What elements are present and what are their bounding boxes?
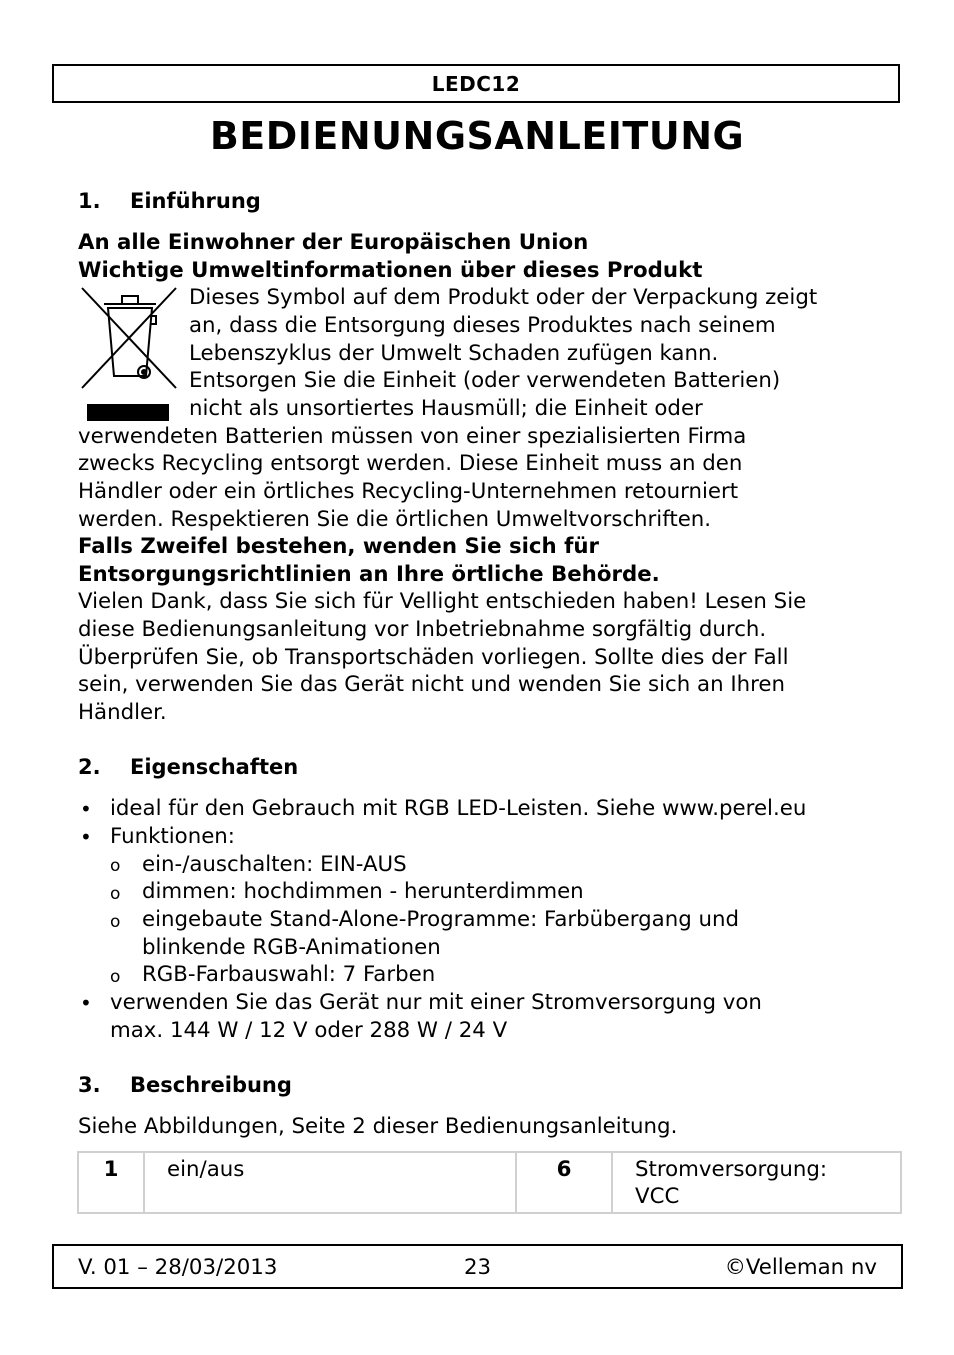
weee-bar xyxy=(87,404,169,421)
intro-line: Entsorgen Sie die Einheit (oder verwendeten Batterien) xyxy=(189,368,781,393)
intro-line: nicht als unsortiertes Hausmüll; die Einheit oder xyxy=(189,396,703,421)
sub-bullet-icon: o xyxy=(110,967,121,987)
feature-item: Funktionen: xyxy=(110,824,235,849)
page-number: 23 xyxy=(464,1255,492,1280)
feature-subitem: ein-/auschalten: EIN-AUS xyxy=(142,852,407,877)
table-row xyxy=(78,1152,901,1213)
intro-line: werden. Respektieren Sie die örtlichen Umweltvorschriften. xyxy=(78,507,712,532)
part-number: 6 xyxy=(516,1152,612,1213)
feature-item: ideal für den Gebrauch mit RGB LED-Leisten. Siehe www.perel.eu xyxy=(110,796,807,821)
document-header xyxy=(52,64,900,103)
intro-line: verwendeten Batterien müssen von einer spezialisierten Firma xyxy=(78,424,747,449)
feature-subitem: dimmen: hochdimmen - herunterdimmen xyxy=(142,879,584,904)
version-date: V. 01 – 28/03/2013 xyxy=(78,1255,278,1280)
intro-line: Dieses Symbol auf dem Produkt oder der Verpackung zeigt xyxy=(189,285,818,310)
section-heading-1: 1. Einführung xyxy=(78,189,261,213)
intro-line: zwecks Recycling entsorgt werden. Diese Einheit muss an den xyxy=(78,451,743,476)
model-name: LEDC12 xyxy=(431,71,521,96)
part-number: 1 xyxy=(78,1152,144,1213)
doubt-bold-2: Entsorgungsrichtlinien an Ihre örtliche Behörde. xyxy=(78,562,660,587)
page-title: BEDIENUNGSANLEITUNG xyxy=(209,114,745,158)
bullet-icon: • xyxy=(80,825,92,849)
part-label: ein/aus xyxy=(144,1152,516,1213)
thanks-line: Händler. xyxy=(78,700,167,725)
section-heading-2: 2. Eigenschaften xyxy=(78,755,299,779)
thanks-line: Überprüfen Sie, ob Transportschäden vorliegen. Sollte dies der Fall xyxy=(78,645,789,670)
feature-item: verwenden Sie das Gerät nur mit einer Stromversorgung von xyxy=(110,990,762,1015)
part-label: Stromversorgung: VCC xyxy=(612,1152,901,1213)
intro-line: an, dass die Entsorgung dieses Produktes nach seinem xyxy=(189,313,776,338)
thanks-line: sein, verwenden Sie das Gerät nicht und wenden Sie sich an Ihren xyxy=(78,672,786,697)
copyright: ©Velleman nv xyxy=(724,1255,877,1280)
thanks-line: diese Bedienungsanleitung vor Inbetriebnahme sorgfältig durch. xyxy=(78,617,767,642)
feature-subitem: eingebaute Stand-Alone-Programme: Farbübergang und xyxy=(142,907,740,932)
intro-bold-1: An alle Einwohner der Europäischen Union xyxy=(78,230,589,255)
doubt-bold-1: Falls Zweifel bestehen, wenden Sie sich für xyxy=(78,534,600,559)
section-heading-3: 3. Beschreibung xyxy=(78,1073,292,1097)
crossed-bin-icon xyxy=(80,286,178,390)
feature-subitem: blinkende RGB-Animationen xyxy=(142,935,441,960)
sub-bullet-icon: o xyxy=(110,856,121,876)
intro-line: Lebenszyklus der Umwelt Schaden zufügen kann. xyxy=(189,341,719,366)
bullet-icon: • xyxy=(80,797,92,821)
sub-bullet-icon: o xyxy=(110,884,121,904)
description-intro: Siehe Abbildungen, Seite 2 dieser Bedienungsanleitung. xyxy=(78,1114,678,1139)
intro-line: Händler oder ein örtliches Recycling-Unternehmen retourniert xyxy=(78,479,739,504)
feature-subitem: RGB-Farbauswahl: 7 Farben xyxy=(142,962,436,987)
page-footer xyxy=(52,1244,903,1289)
feature-item: max. 144 W / 12 V oder 288 W / 24 V xyxy=(110,1018,508,1043)
thanks-line: Vielen Dank, dass Sie sich für Vellight entschieden haben! Lesen Sie xyxy=(78,589,807,614)
sub-bullet-icon: o xyxy=(110,912,121,932)
intro-bold-2: Wichtige Umweltinformationen über dieses Produkt xyxy=(78,258,703,283)
parts-table xyxy=(77,1151,902,1214)
bullet-icon: • xyxy=(80,991,92,1015)
